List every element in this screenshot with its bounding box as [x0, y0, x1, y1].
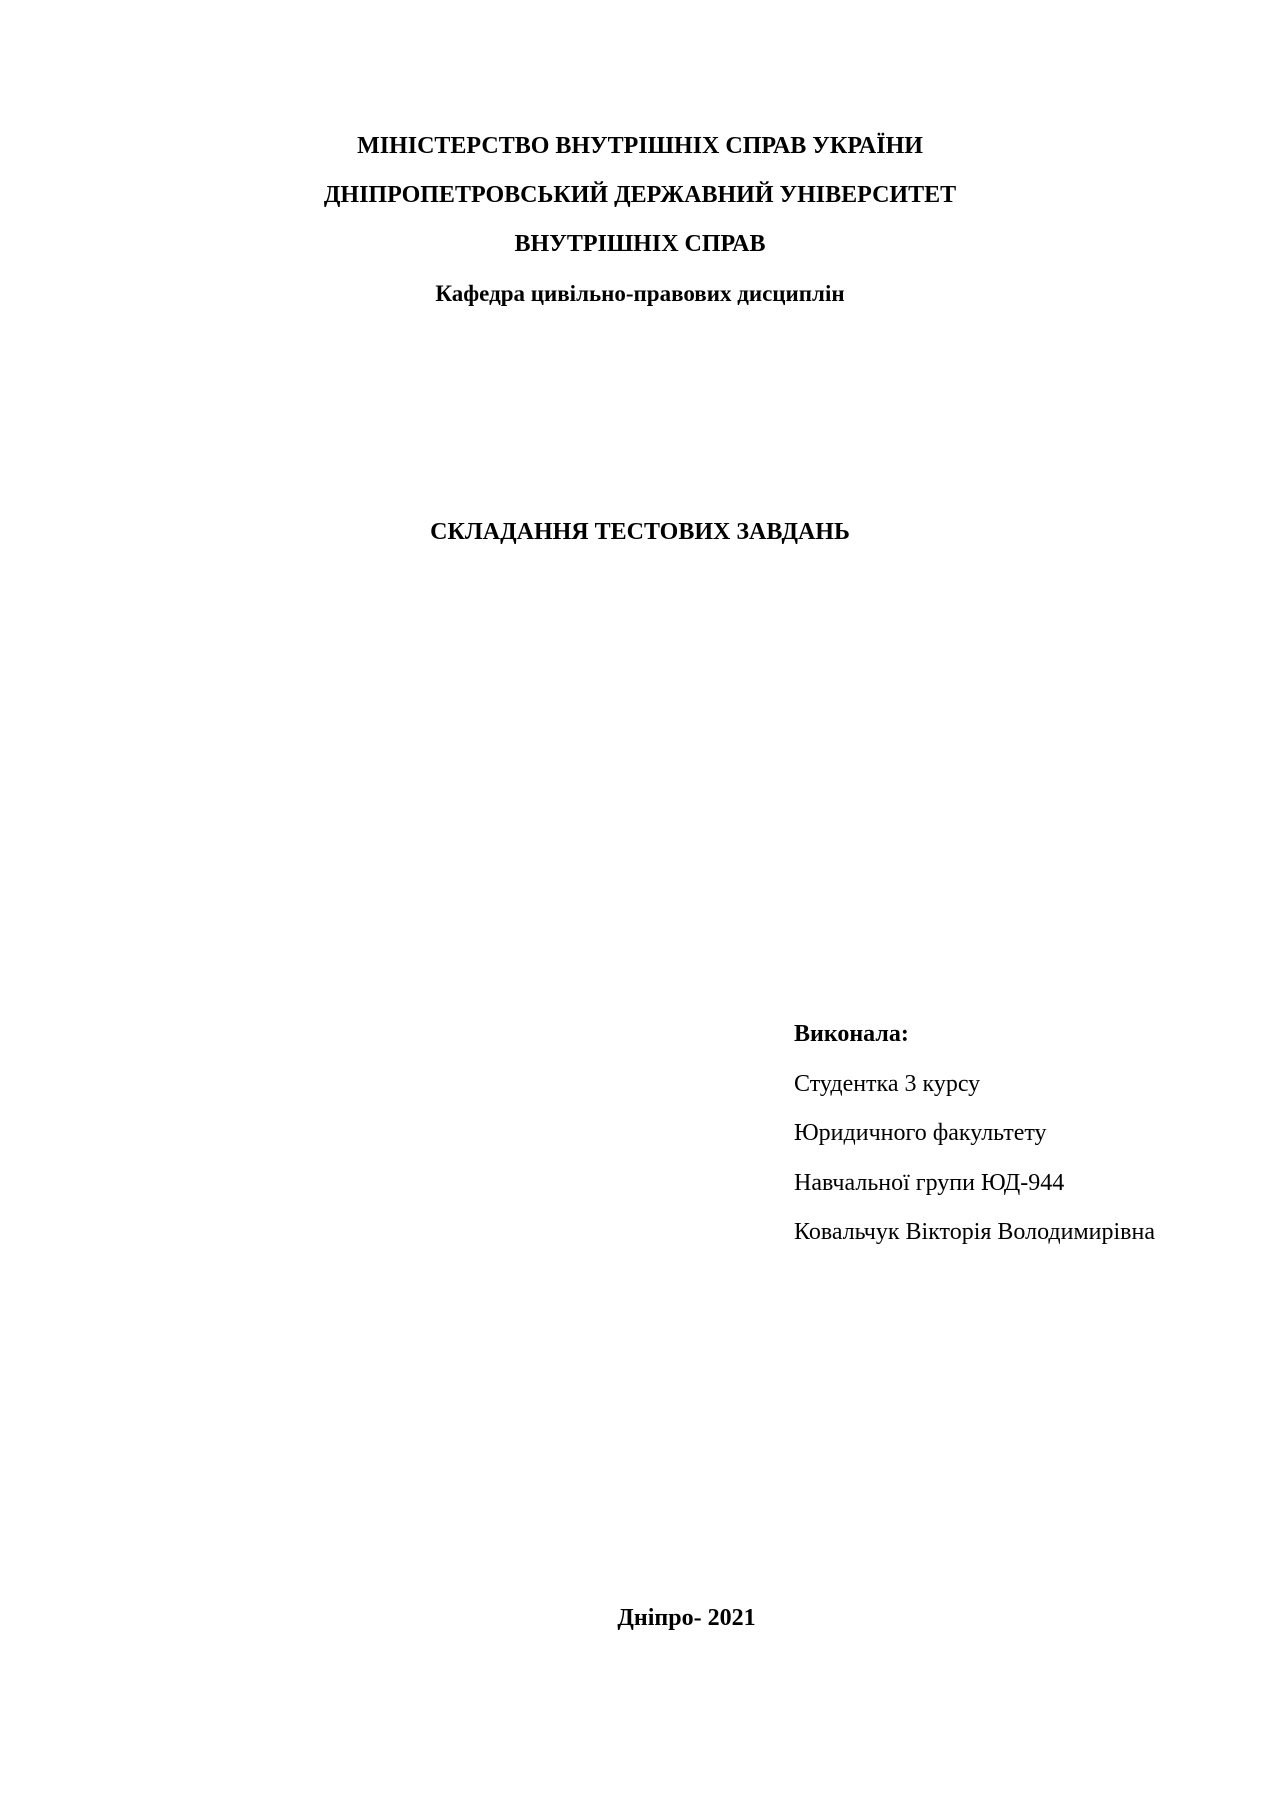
author-block: [794, 1010, 1254, 1258]
university-name-line-1: ДНІПРОПЕТРОВСЬКИЙ ДЕРЖАВНИЙ УНІВЕРСИТЕТ: [323, 182, 957, 208]
author-name: Ковальчук Вікторія Володимирівна: [794, 1219, 1155, 1245]
author-label: Виконала:: [794, 1021, 909, 1047]
author-faculty: Юридичного факультету: [794, 1120, 1047, 1146]
university-name-line-2: ВНУТРІШНІХ СПРАВ: [514, 231, 766, 257]
institution-header: [0, 122, 1280, 318]
document-title: СКЛАДАННЯ ТЕСТОВИХ ЗАВДАНЬ: [430, 519, 850, 545]
author-group: Навчальної групи ЮД-944: [794, 1169, 1065, 1196]
author-course: Студентка 3 курсу: [794, 1070, 981, 1097]
department-name: Кафедра цивільно-правових дисциплін: [435, 281, 845, 306]
ministry-name: МІНІСТЕРСТВО ВНУТРІШНІХ СПРАВ УКРАЇНИ: [357, 133, 923, 159]
city-year: Дніпро- 2021: [617, 1605, 756, 1631]
